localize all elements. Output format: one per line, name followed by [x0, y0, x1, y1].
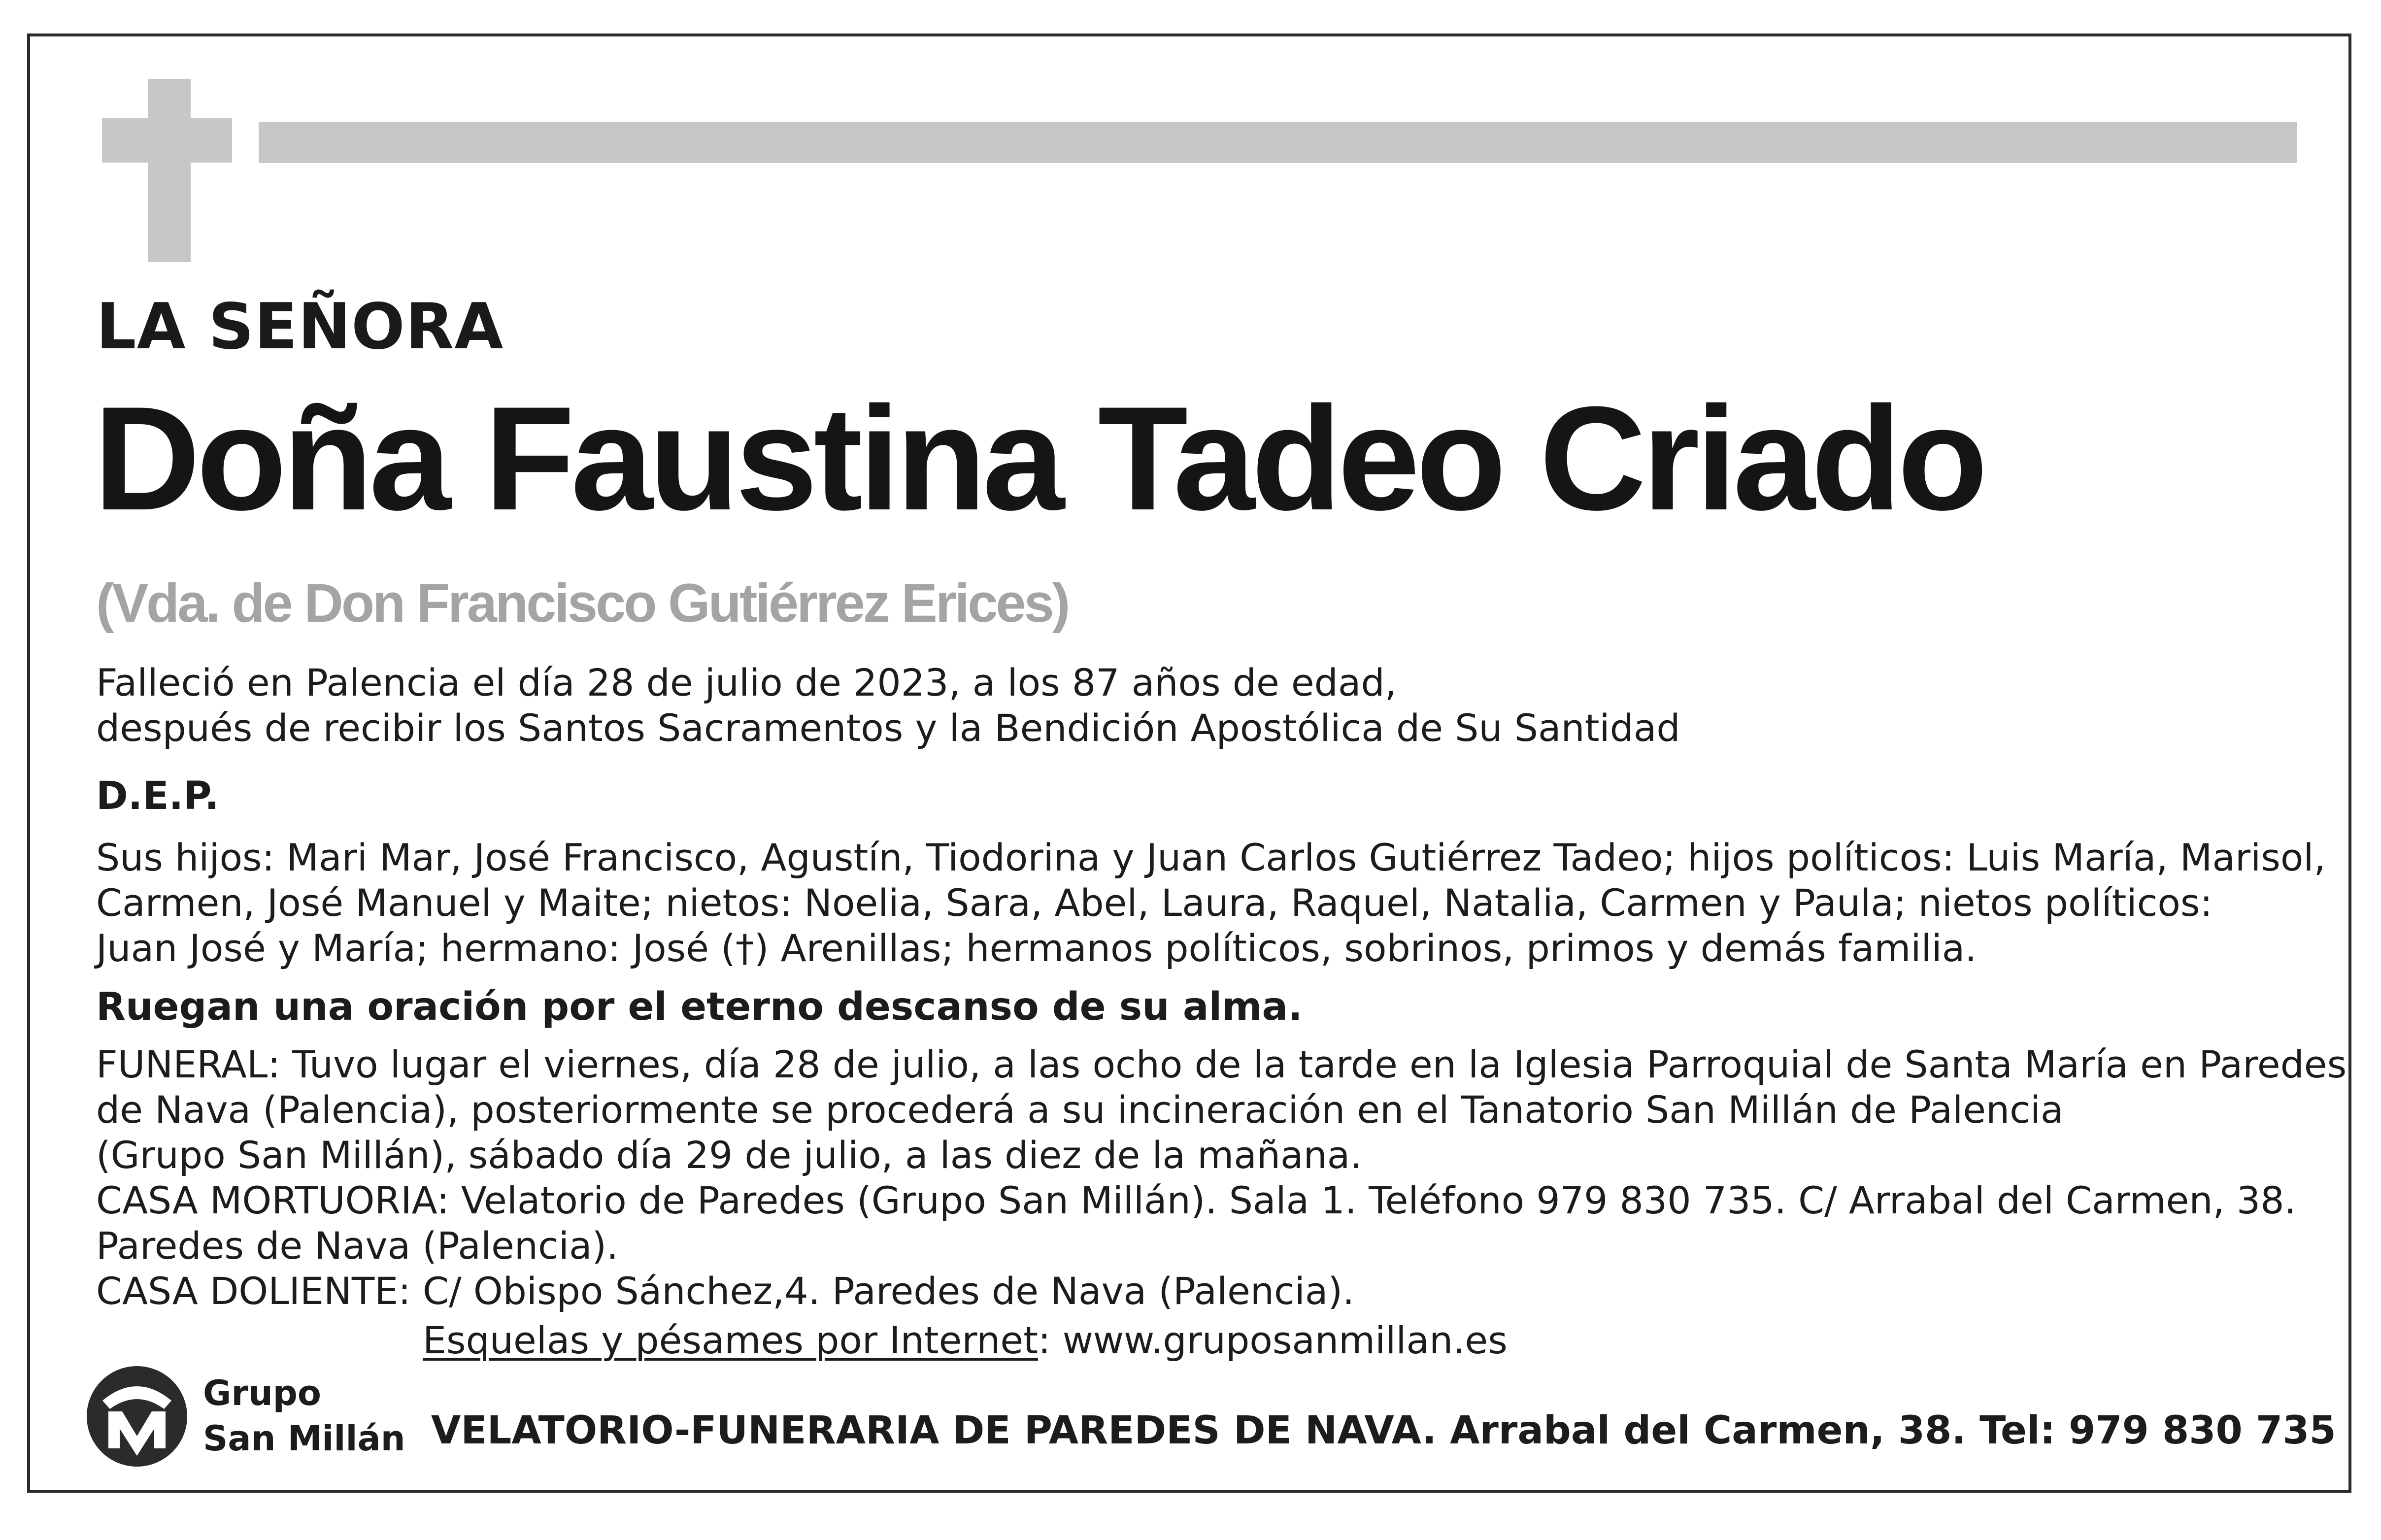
honorific: LA SEÑORA	[96, 290, 504, 364]
family-line: Juan José y María; hermano: José (†) Arenillas; hermanos políticos, sobrinos, primos y demás familia.	[96, 926, 1977, 970]
internet-condolences	[423, 1318, 1508, 1363]
funeral-line: FUNERAL: Tuvo lugar el viernes, día 28 de julio, a las ocho de la tarde en la Iglesia Parroquial de Santa María en Paredes	[96, 1042, 2347, 1086]
logo-text	[203, 1371, 405, 1461]
death-notice-line: Falleció en Palencia el día 28 de julio de 2023, a los 87 años de edad,	[96, 661, 1397, 704]
internet-url[interactable]: : www.gruposanmillan.es	[1038, 1318, 1508, 1362]
internet-label[interactable]: Esquelas y pésames por Internet	[423, 1318, 1038, 1362]
funeral-line: (Grupo San Millán), sábado día 29 de julio, a las diez de la mañana.	[96, 1133, 1362, 1177]
logo-line-1: Grupo	[203, 1373, 322, 1413]
funeral-home-footer: VELATORIO-FUNERARIA DE PAREDES DE NAVA. Arrabal del Carmen, 38. Tel: 979 830 735	[431, 1408, 2336, 1453]
death-notice-line: después de recibir los Santos Sacramentos y la Bendición Apostólica de Su Santidad	[96, 706, 1680, 750]
mortuary-line: CASA MORTUORIA: Velatorio de Paredes (Grupo San Millán). Sala 1. Teléfono 979 830 735. C/ Arrabal del Carmen, 38.	[96, 1178, 2296, 1222]
widow-note: (Vda. de Don Francisco Gutiérrez Erices)	[96, 573, 1069, 634]
dep-mark: D.E.P.	[96, 774, 219, 818]
family-line: Carmen, José Manuel y Maite; nietos: Noelia, Sara, Abel, Laura, Raquel, Natalia, Carmen y Paula; nietos políticos:	[96, 881, 2213, 925]
family-line: Sus hijos: Mari Mar, José Francisco, Agustín, Tiodorina y Juan Carlos Gutiérrez Tadeo; hijos políticos: Luis María, Marisol,	[96, 836, 2326, 879]
mortuary-line: Paredes de Nava (Palencia).	[96, 1224, 619, 1268]
mourner-house-line: CASA DOLIENTE: C/ Obispo Sánchez,4. Paredes de Nava (Palencia).	[96, 1269, 1355, 1313]
family-list	[96, 835, 2326, 971]
grupo-san-millan-logo-icon	[83, 1362, 191, 1471]
cross-icon-vertical	[148, 79, 191, 262]
deceased-name: Doña Faustina Tadeo Criado	[94, 375, 1984, 541]
funeral-info	[96, 1042, 2347, 1314]
logo-line-2: San Millán	[203, 1418, 405, 1459]
funeral-line: de Nava (Palencia), posteriormente se procederá a su incineración en el Tanatorio San Millán de Palencia	[96, 1088, 2064, 1132]
prayer-request: Ruegan una oración por el eterno descanso de su alma.	[96, 985, 1303, 1029]
header-rule	[259, 122, 2297, 163]
death-notice	[96, 660, 1680, 751]
cross-icon-horizontal	[102, 118, 232, 163]
